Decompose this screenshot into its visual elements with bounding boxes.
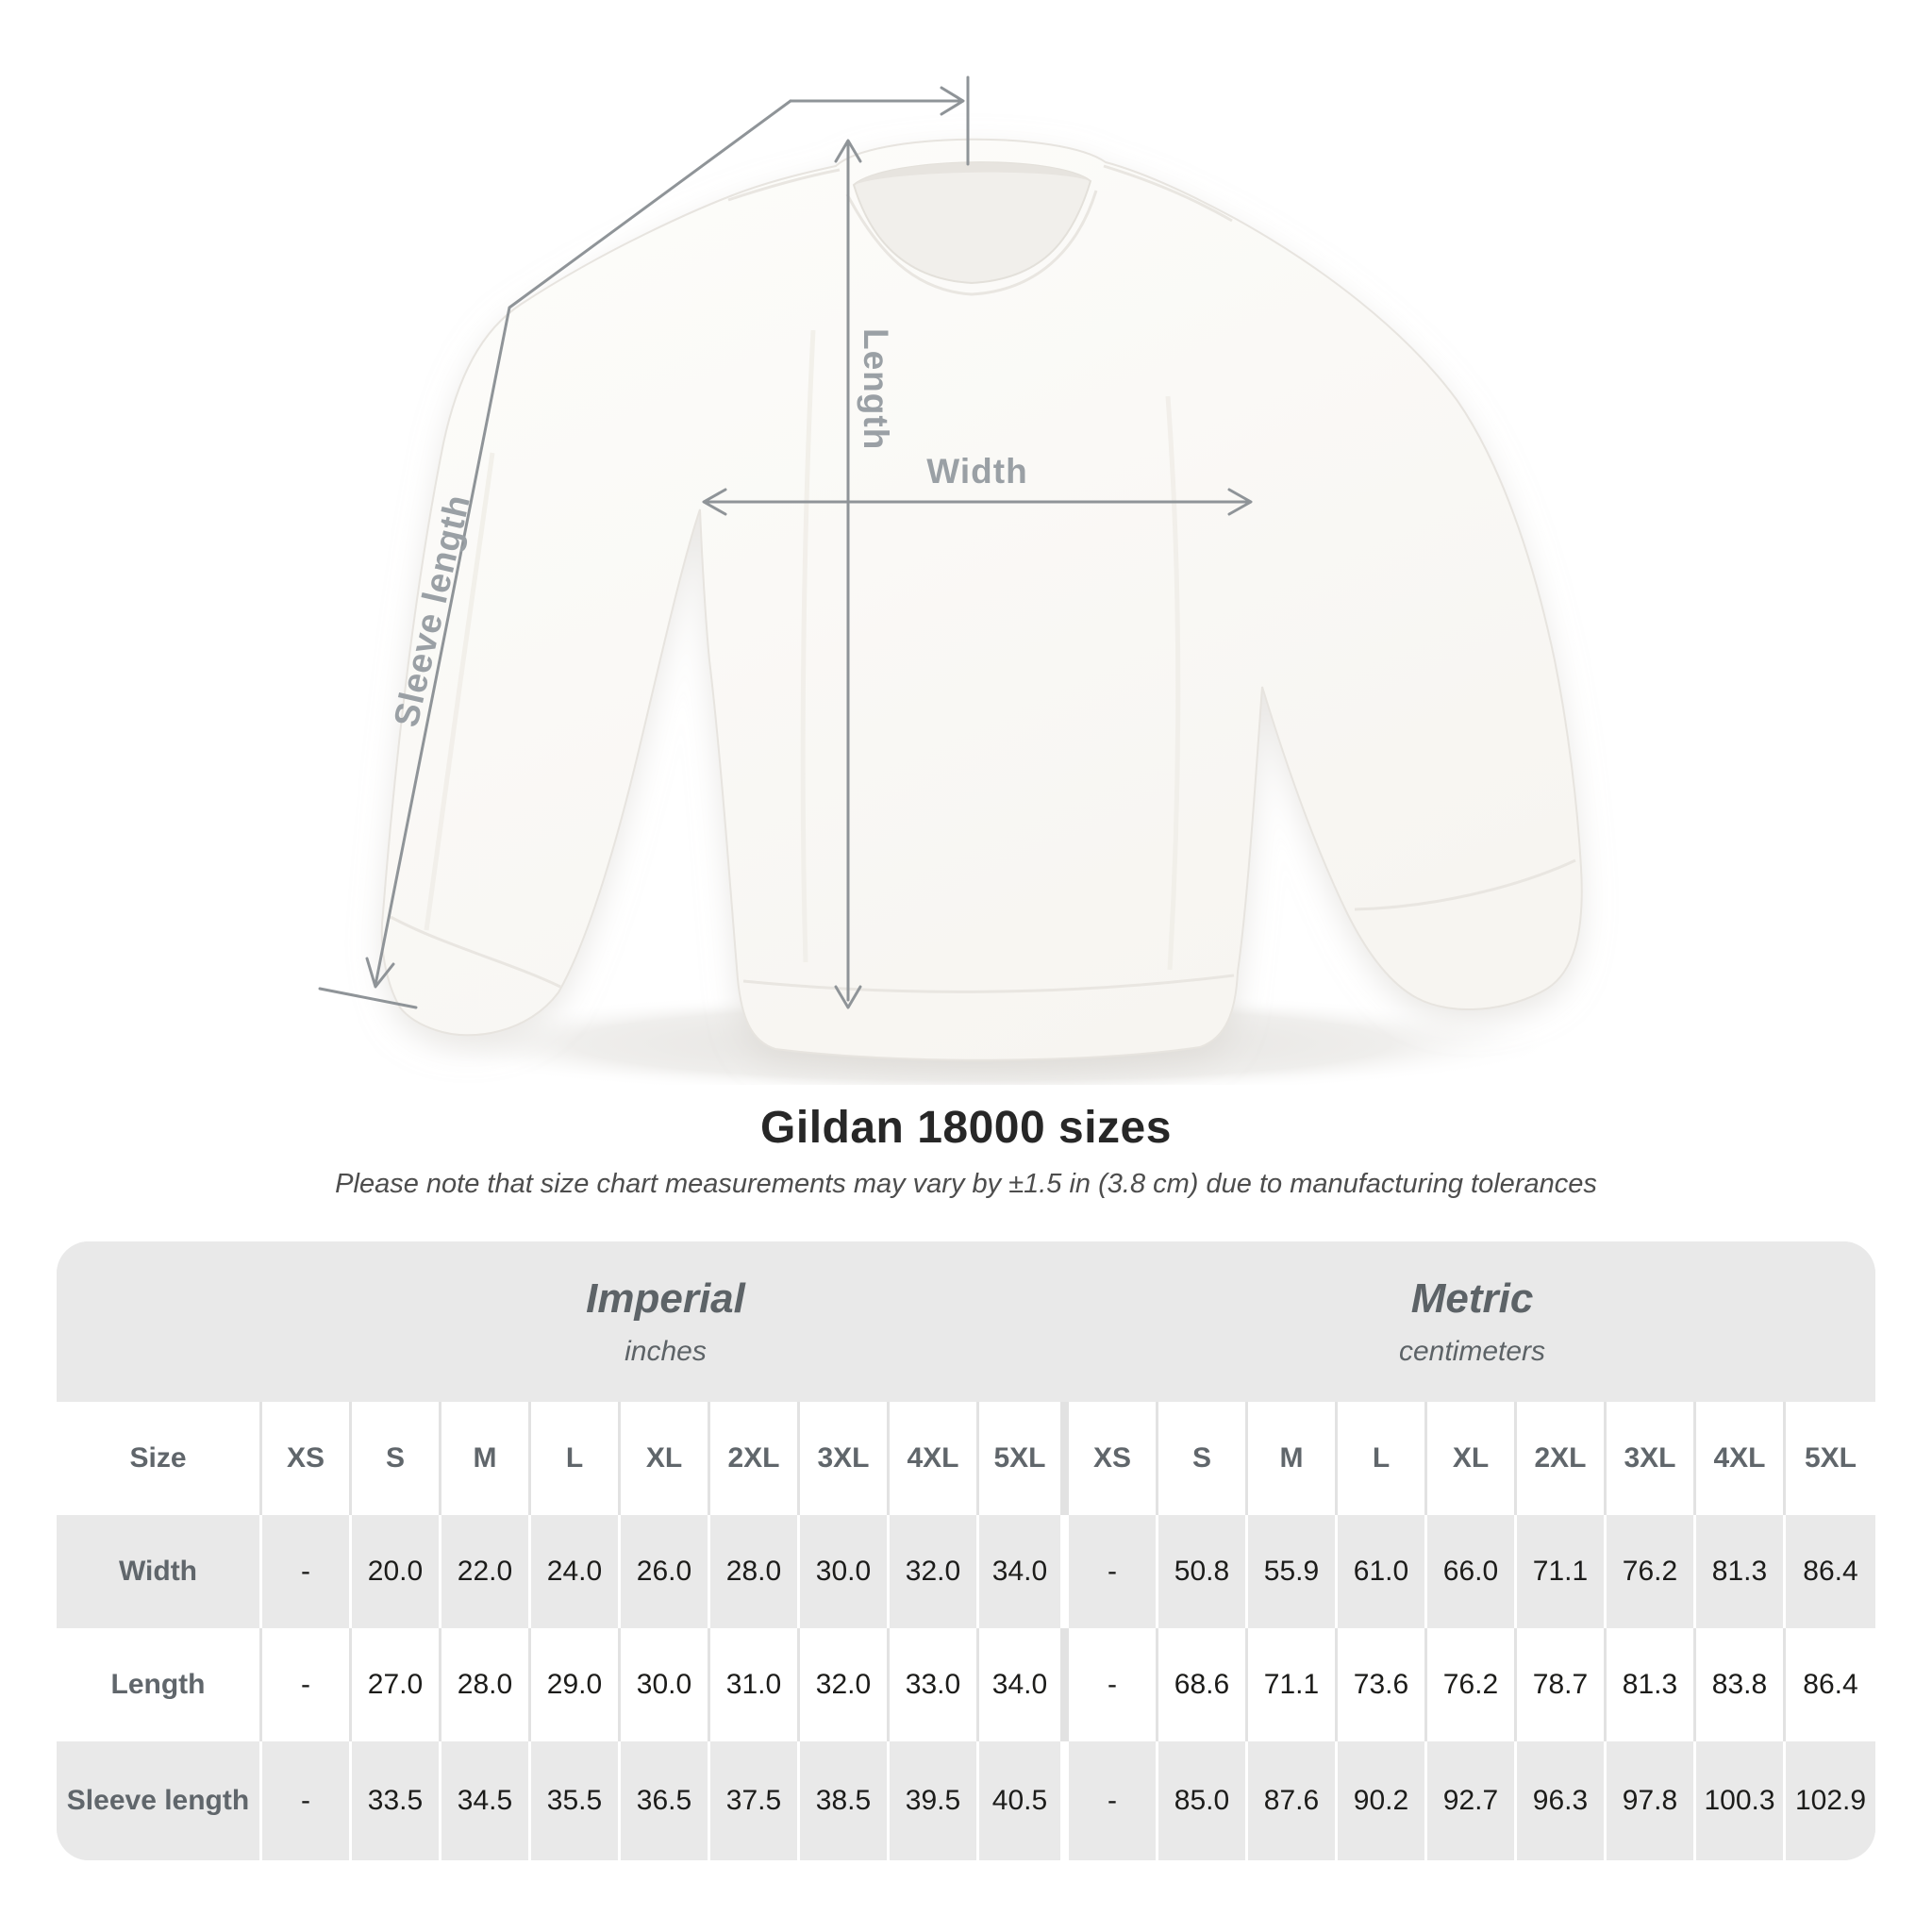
sleeve-metric-2xl: 96.3 [1517,1741,1607,1860]
sleeve-metric-l: 90.2 [1338,1741,1427,1860]
col-header-imperial-4xl: 4XL [890,1402,979,1515]
row-label-sleeve-length: Sleeve length [57,1741,262,1860]
col-header-metric-xs: XS [1069,1402,1158,1515]
unit-group-row [57,1241,1875,1402]
sleeve-imperial-xl: 36.5 [621,1741,710,1860]
width-metric-3xl: 76.2 [1607,1515,1696,1628]
imperial-group-name: Imperial [586,1275,745,1322]
page-title: Gildan 18000 sizes [760,1103,1172,1153]
col-header-imperial-2xl: 2XL [710,1402,800,1515]
sleeve-imperial-4xl: 39.5 [890,1741,979,1860]
width-imperial-xs: - [262,1515,352,1628]
sleeve-metric-xl: 92.7 [1427,1741,1517,1860]
col-header-imperial-m: M [441,1402,531,1515]
width-imperial-l: 24.0 [531,1515,621,1628]
sleeve-imperial-2xl: 37.5 [710,1741,800,1860]
width-metric-l: 61.0 [1338,1515,1427,1628]
width-metric-4xl: 81.3 [1696,1515,1786,1628]
length-metric-5xl: 86.4 [1803,1669,1858,1700]
col-header-metric-5xl: 5XL [1804,1442,1857,1474]
table-row-sleeve-length [57,1741,1875,1860]
length-imperial-2xl: 31.0 [710,1628,800,1741]
col-header-imperial-s: S [352,1402,441,1515]
length-metric-3xl: 81.3 [1607,1628,1696,1741]
size-header: Size [57,1402,262,1515]
sleeve-imperial-3xl: 38.5 [800,1741,890,1860]
width-metric-s: 50.8 [1158,1515,1248,1628]
col-header-metric-l: L [1338,1402,1427,1515]
length-imperial-m: 28.0 [441,1628,531,1741]
sleeve-length-label: Sleeve length [386,491,478,731]
length-imperial-s: 27.0 [352,1628,441,1741]
col-header-metric-2xl: 2XL [1517,1402,1607,1515]
size-header-row [57,1402,1875,1515]
width-imperial-5xl: 34.0 [979,1515,1069,1628]
width-imperial-m: 22.0 [441,1515,531,1628]
col-header-metric-m: M [1248,1402,1338,1515]
sleeve-metric-4xl: 100.3 [1696,1741,1786,1860]
length-imperial-xl: 30.0 [621,1628,710,1741]
width-imperial-3xl: 30.0 [800,1515,890,1628]
sleeve-imperial-s: 33.5 [352,1741,441,1860]
length-metric-m: 71.1 [1248,1628,1338,1741]
page-subtitle: Please note that size chart measurements may vary by ±1.5 in (3.8 cm) due to manufacturing tolerances [335,1169,1597,1199]
imperial-group-unit: inches [625,1336,707,1367]
col-header-imperial-5xl: 5XL [979,1402,1069,1515]
sleeve-imperial-xs: - [262,1741,352,1860]
length-label: Length [857,328,895,451]
table-row-length [57,1628,1875,1741]
col-header-imperial-l: L [531,1402,621,1515]
col-header-metric-4xl: 4XL [1696,1402,1786,1515]
length-imperial-4xl: 33.0 [890,1628,979,1741]
length-metric-2xl: 78.7 [1517,1628,1607,1741]
row-label-width: Width [57,1515,262,1628]
col-header-metric-xl: XL [1427,1402,1517,1515]
sleeve-imperial-m: 34.5 [441,1741,531,1860]
width-imperial-xl: 26.0 [621,1515,710,1628]
sleeve-metric-m: 87.6 [1248,1741,1338,1860]
width-metric-5xl: 86.4 [1803,1556,1858,1587]
metric-group-header [1069,1275,1875,1368]
width-imperial-2xl: 28.0 [710,1515,800,1628]
width-metric-xs: - [1069,1515,1158,1628]
col-header-imperial-xs: XS [262,1402,352,1515]
length-imperial-5xl: 34.0 [979,1628,1069,1741]
col-header-imperial-3xl: 3XL [800,1402,890,1515]
sleeve-metric-5xl: 102.9 [1794,1785,1867,1816]
metric-group-name: Metric [1410,1275,1534,1322]
width-metric-2xl: 71.1 [1517,1515,1607,1628]
width-metric-m: 55.9 [1248,1515,1338,1628]
sleeve-imperial-5xl: 40.5 [979,1741,1069,1860]
length-metric-xl: 76.2 [1427,1628,1517,1741]
sleeve-metric-3xl: 97.8 [1607,1741,1696,1860]
length-metric-s: 68.6 [1158,1628,1248,1741]
length-metric-xs: - [1069,1628,1158,1741]
width-imperial-s: 20.0 [352,1515,441,1628]
length-imperial-xs: - [262,1628,352,1741]
width-metric-xl: 66.0 [1427,1515,1517,1628]
col-header-metric-3xl: 3XL [1607,1402,1696,1515]
sleeve-imperial-l: 35.5 [531,1741,621,1860]
length-imperial-3xl: 32.0 [800,1628,890,1741]
width-label: Width [926,452,1028,491]
length-imperial-l: 29.0 [531,1628,621,1741]
size-table [57,1241,1875,1860]
metric-group-unit: centimeters [1398,1336,1546,1367]
width-imperial-4xl: 32.0 [890,1515,979,1628]
row-label-length: Length [57,1628,262,1741]
col-header-imperial-xl: XL [621,1402,710,1515]
length-metric-4xl: 83.8 [1696,1628,1786,1741]
col-header-metric-s: S [1158,1402,1248,1515]
sleeve-metric-s: 85.0 [1158,1741,1248,1860]
length-metric-l: 73.6 [1338,1628,1427,1741]
sleeve-metric-xs: - [1069,1741,1158,1860]
table-row-width [57,1515,1875,1628]
imperial-group-header [262,1275,1069,1368]
